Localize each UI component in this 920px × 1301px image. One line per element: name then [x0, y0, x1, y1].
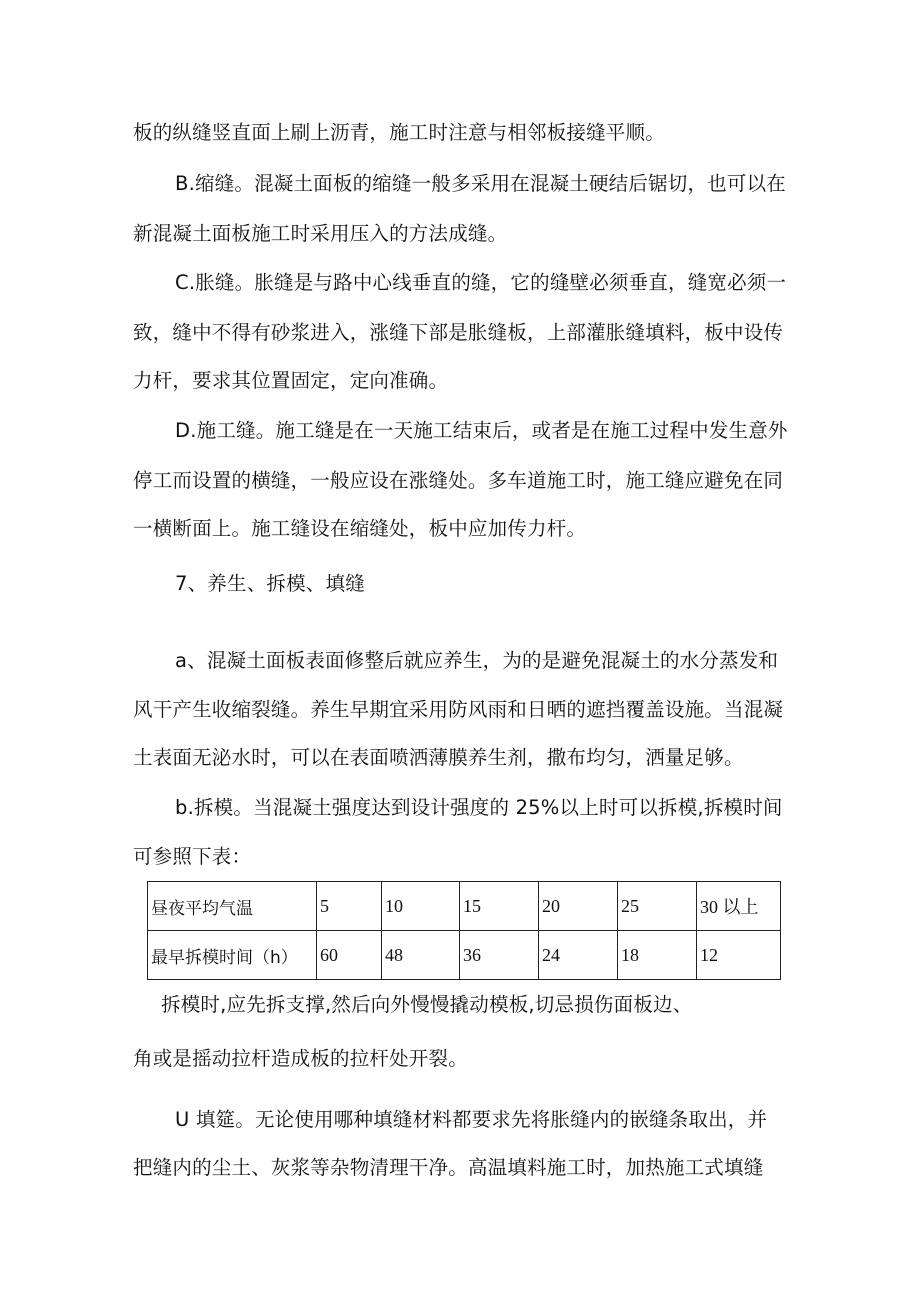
- table-cell: 12: [697, 931, 781, 980]
- table-cell: 20: [539, 882, 618, 931]
- paragraph-line: 土表面无泌水时，可以在表面喷洒薄膜养生剂，撒布均匀，洒量足够。: [133, 746, 744, 769]
- paragraph-line: D.施工缝。施工缝是在一天施工结束后，或者是在施工过程中发生意外: [175, 419, 788, 442]
- table-cell: 15: [460, 882, 539, 931]
- mold-removal-table: [147, 881, 781, 980]
- paragraph-line: 把缝内的尘土、灰浆等杂物清理干净。高温填料施工时，加热施工式填缝: [133, 1156, 764, 1179]
- table-cell: 25: [618, 882, 697, 931]
- paragraph-line: 板的纵缝竖直面上刷上沥青，施工时注意与相邻板接缝平顺。: [133, 121, 665, 144]
- table-cell: 24: [539, 931, 618, 980]
- table-row: [148, 931, 781, 980]
- table-cell-header: 最早拆模时间（h）: [148, 931, 317, 980]
- section-heading: 7、养生、拆模、填缝: [175, 572, 365, 595]
- table-cell: 18: [618, 931, 697, 980]
- paragraph-line: B.缩缝。混凝土面板的缩缝一般多采用在混凝土硬结后锯切，也可以在: [175, 172, 786, 195]
- paragraph-line: 新混凝土面板施工时采用压入的方法成缝。: [133, 222, 508, 245]
- table-cell: 10: [382, 882, 460, 931]
- paragraph-line: 角或是摇动拉杆造成板的拉杆处开裂。: [133, 1047, 468, 1070]
- table-cell: 48: [382, 931, 460, 980]
- table-cell: 30 以上: [697, 882, 781, 931]
- paragraph-line: 一横断面上。施工缝设在缩缝处，板中应加传力杆。: [133, 517, 587, 540]
- table-cell: 60: [317, 931, 382, 980]
- table-cell: 5: [317, 882, 382, 931]
- paragraph-line: 拆模时,应先拆支撑,然后向外慢慢撬动模板,切忌损伤面板边、: [161, 993, 693, 1016]
- table-cell: 36: [460, 931, 539, 980]
- paragraph-line: a、混凝土面板表面修整后就应养生，为的是避免混凝土的水分蒸发和: [175, 649, 779, 672]
- mold-removal-table-container: [147, 881, 780, 980]
- table-row: [148, 882, 781, 931]
- table-cell-header: 昼夜平均气温: [148, 882, 317, 931]
- paragraph-line: 可参照下表：: [133, 845, 252, 868]
- paragraph-line: 风干产生收缩裂缝。养生早期宜采用防风雨和日晒的遮挡覆盖设施。当混凝: [133, 698, 784, 721]
- paragraph-line: 停工而设置的横缝，一般应设在涨缝处。多车道施工时，施工缝应避免在同: [133, 469, 784, 492]
- paragraph-line: U 填筵。无论使用哪种填缝材料都要求先将胀缝内的嵌缝条取出，并: [175, 1108, 768, 1131]
- paragraph-line: b.拆模。当混凝土强度达到设计强度的 25%以上时可以拆模,拆模时间: [175, 796, 783, 819]
- paragraph-line: 致，缝中不得有砂浆进入，涨缝下部是胀缝板，上部灌胀缝填料，板中设传: [133, 321, 784, 344]
- paragraph-line: 力杆，要求其位置固定，定向准确。: [133, 369, 449, 392]
- paragraph-line: C.胀缝。胀缝是与路中心线垂直的缝，它的缝壁必须垂直，缝宽必须一: [175, 271, 787, 294]
